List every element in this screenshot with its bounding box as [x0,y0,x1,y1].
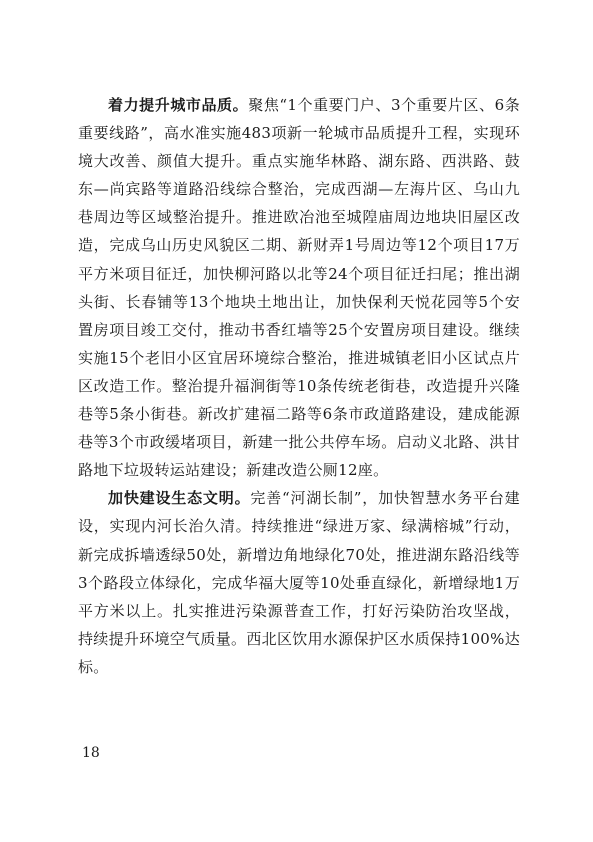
paragraph-city-quality [78,91,520,484]
paragraph-ecology [78,484,520,681]
paragraph-body: 完善“河湖长制”，加快智慧水务平台建设，实现内河长治久清。持续推进“绿进万家、绿满榕城”行动，新完成拆墙透绿50处，新增边角地绿化70处，推进湖东路沿线等3个路段立体绿化，完成华福大厦等10处垂直绿化，新增绿地1万平方米以上。扎实推进污染源普查工作，打好污染防治攻坚战，持续提升环境空气质量。西北区饮用水源保护区水质保持100%达标。 [78,489,520,676]
paragraph-lead: 着力提升城市品质。 [108,96,249,114]
paragraph-body: 聚焦“1个重要门户、3个重要片区、6条重要线路”，高水准实施483项新一轮城市品质提升工程，实现环境大改善、颜值大提升。重点实施华林路、湖东路、西洪路、鼓东—尚宾路等道路沿线综合整治，完成西湖—左海片区、乌山九巷周边等区域整治提升。推进欧冶池至城隍庙周边地块旧屋区改造，完成乌山历史风貌区二期、新财弄1号周边等12个项目17万平方米项目征迁，加快柳河路以北等24个项目征迁扫尾；推出湖头街、长春铺等13个地块土地出让，加快保利天悦花园等5个安置房项目竣工交付，推动书香红墙等25个安置房项目建设。继续实施15个老旧小区宜居环境综合整治，推进城镇老旧小区试点片区改造工作。整治提升福涧街等10条传统老街巷，改造提升兴隆巷等5条小街巷。新改扩建福二路等6条市政道路建设，建成能源巷等3个市政缓堵项目，新建一批公共停车场。启动义北路、洪甘路地下垃圾转运站建设；新建改造公厕12座。 [78,96,520,480]
document-page [78,91,520,681]
page-number: 18 [82,745,100,761]
paragraph-lead: 加快建设生态文明。 [108,489,251,508]
